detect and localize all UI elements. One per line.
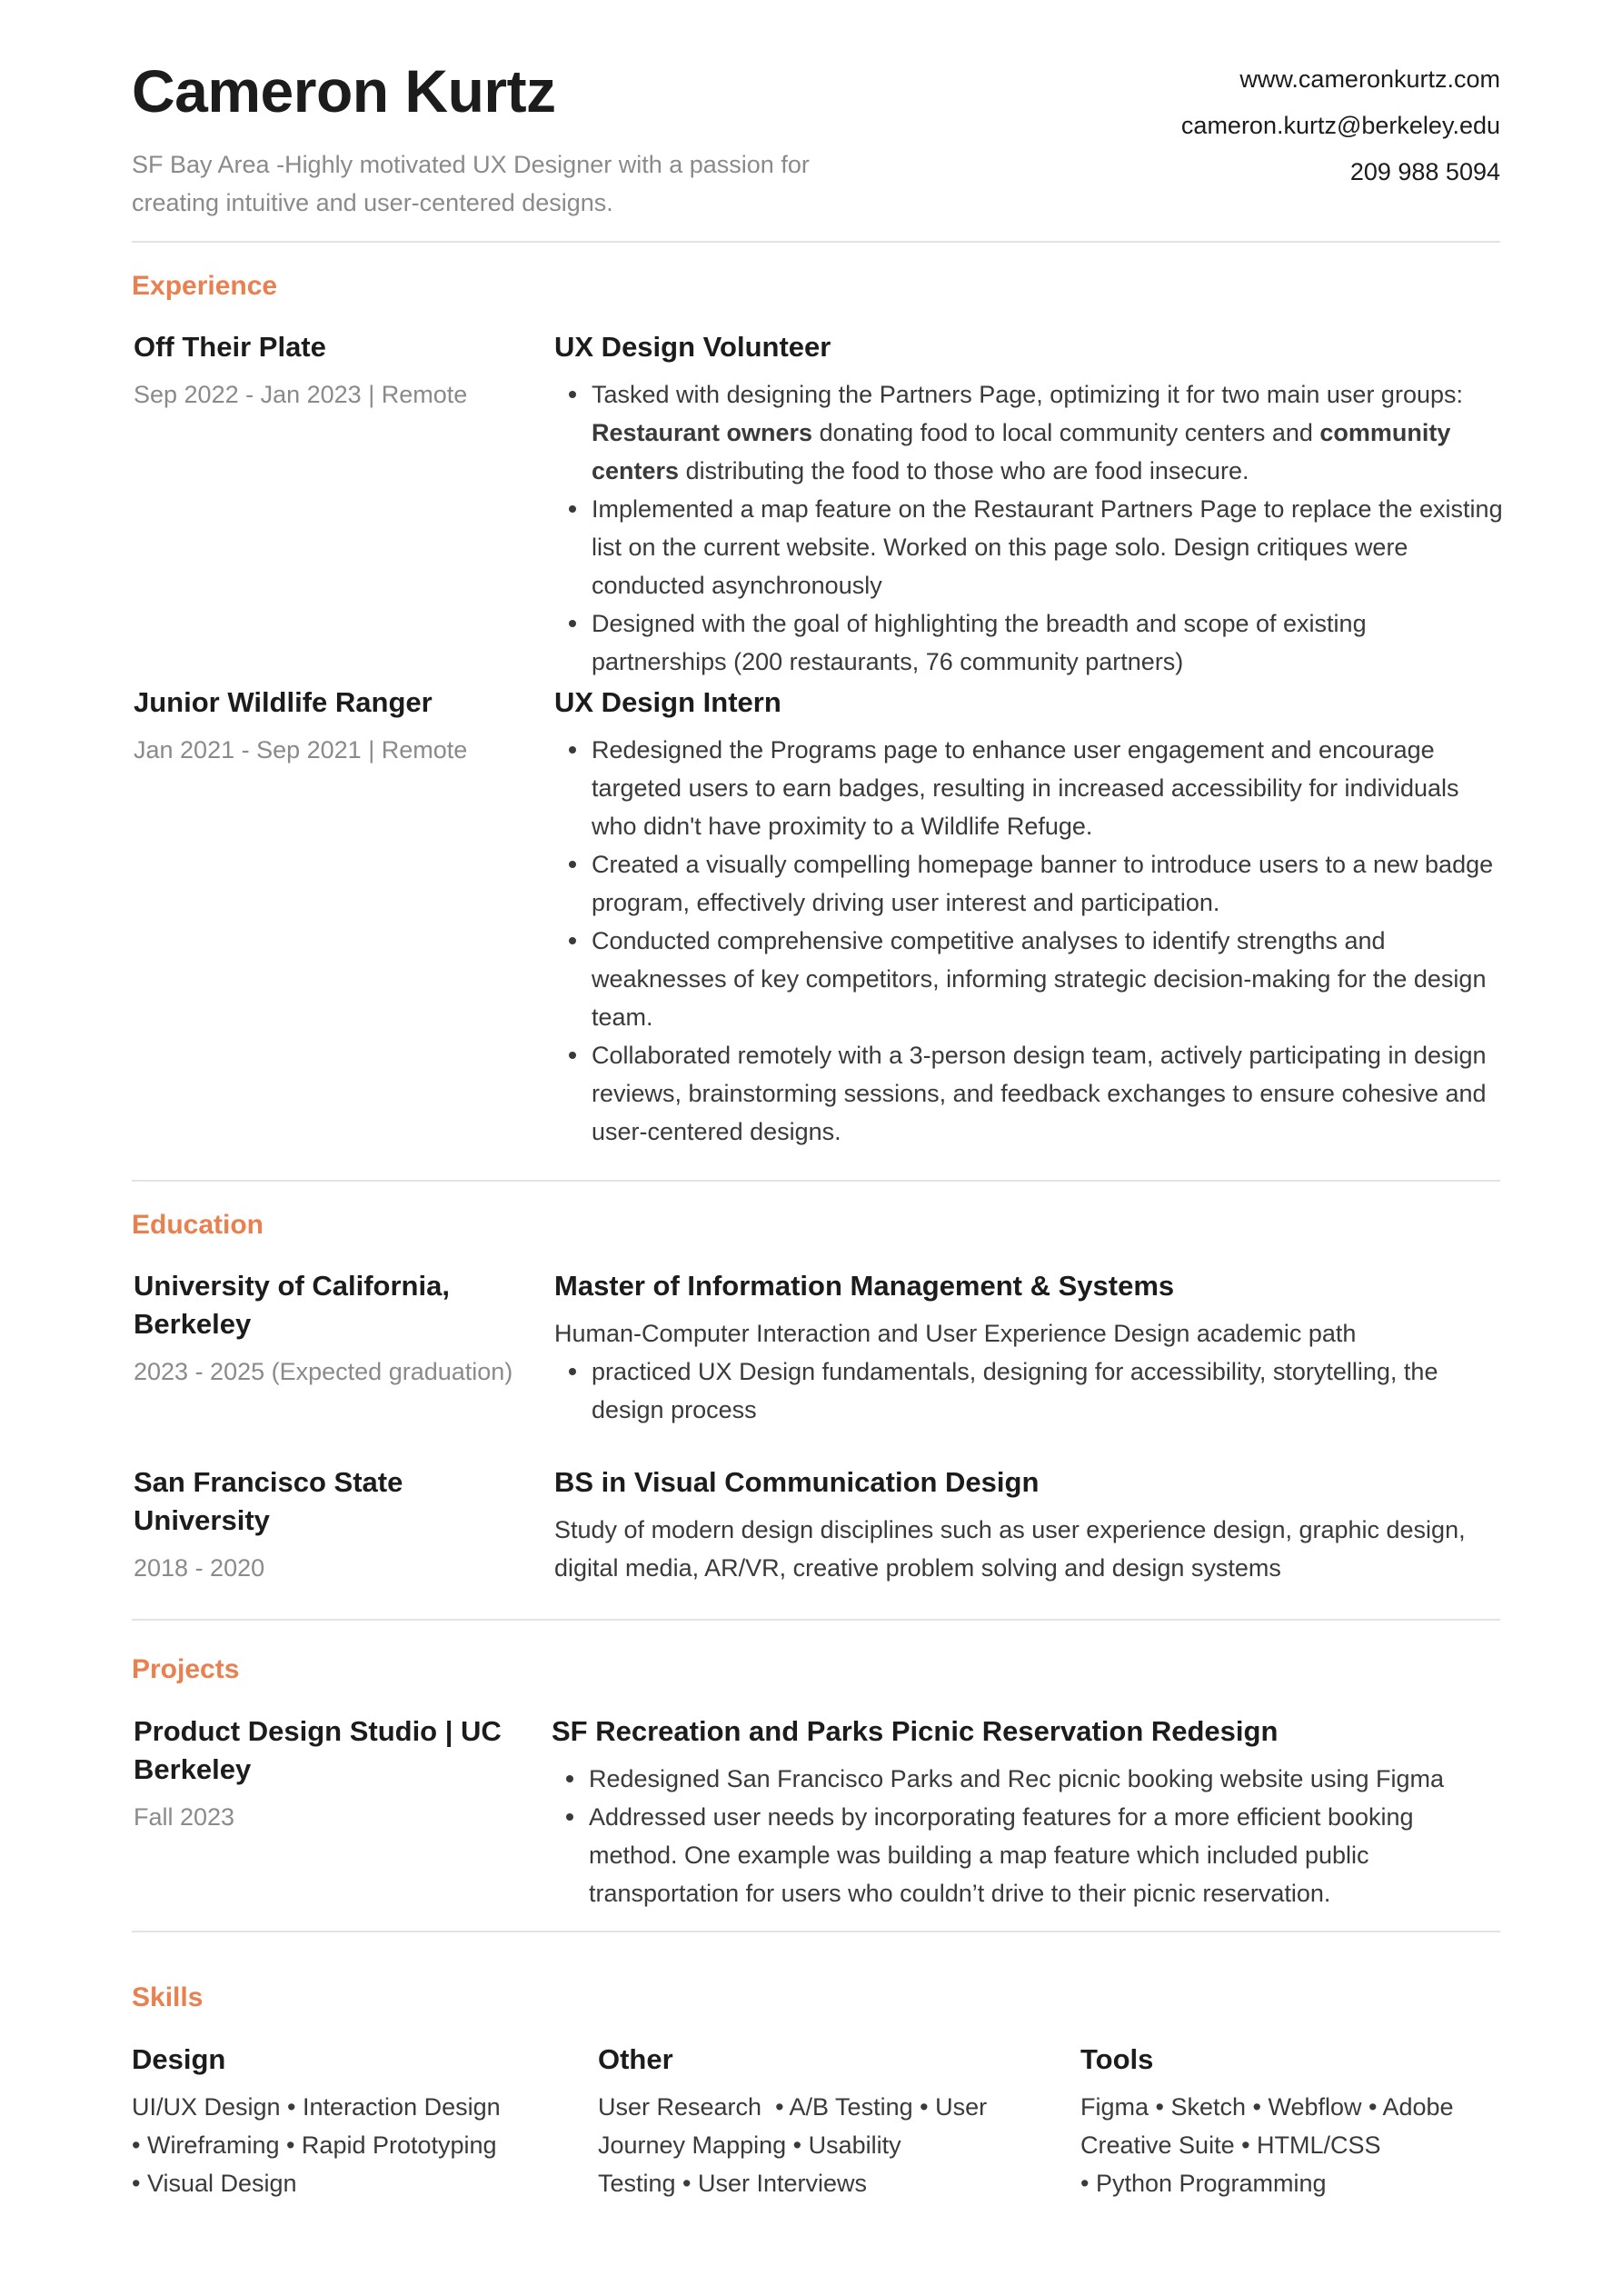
role-title: UX Design Intern [554,686,781,718]
bullet-item: Collaborated remotely with a 3-person design team, actively participating in design reviews, brainstorming sessions, and feedback exchanges to ensure cohesive and user-centered designs. [554,1036,1504,1151]
education-school-block [134,1463,515,1587]
divider [132,1619,1500,1621]
bullet-item: Tasked with designing the Partners Page, optimizing it for two main user groups: Restaurant owners donating food to local community centers and community centers distributing the food to those who are food insecure. [554,375,1504,490]
skill-column-other [598,2041,1043,2202]
bold-term: Restaurant owners [592,419,813,446]
section-title-skills: Skills [132,1982,204,2012]
role-title: UX Design Volunteer [554,331,831,363]
bullet-list [554,1353,1504,1429]
divider [132,1180,1500,1182]
divider [132,241,1500,243]
project-org-block [134,1712,515,1836]
school-name: San Francisco State University [134,1466,403,1536]
bullet-list [552,1760,1501,1912]
skill-line: Creative Suite • HTML/CSS [1080,2131,1381,2159]
project-dates: Fall 2023 [134,1803,235,1831]
bullet-item: Redesigned San Francisco Parks and Rec picnic booking website using Figma [552,1760,1501,1798]
skill-title: Tools [1080,2043,1154,2075]
skill-column-tools [1080,2041,1508,2202]
section-title-projects: Projects [132,1654,240,1684]
org-name: Junior Wildlife Ranger [134,686,433,718]
experience-org-block [134,684,515,769]
skill-line: • Visual Design [132,2170,297,2197]
section-title-experience: Experience [132,271,278,301]
candidate-name: Cameron Kurtz [132,57,556,125]
skill-title: Design [132,2043,226,2075]
org-dates: Jan 2021 - Sep 2021 | Remote [134,736,468,764]
school-name: University of California, Berkeley [134,1270,450,1340]
bullet-item: Conducted comprehensive competitive analyses to identify strengths and weaknesses of key competitors, informing strategic decision-making for the design team. [554,922,1504,1036]
candidate-tagline: SF Bay Area -Highly motivated UX Designer with a passion for creating intuitive and user-centered designs. [132,151,810,216]
skill-column-design [132,2041,559,2202]
experience-details [554,684,1504,1151]
website-link[interactable]: www.cameronkurtz.com [1239,65,1500,93]
skill-line: • Wireframing • Rapid Prototyping [132,2131,497,2159]
bullet-list [554,375,1504,681]
experience-details [554,328,1504,681]
skill-title: Other [598,2043,673,2075]
degree-description: Study of modern design disciplines such as user experience design, graphic design, digital media, AR/VR, creative problem solving and design systems [554,1516,1466,1582]
skill-line: Figma • Sketch • Webflow • Adobe [1080,2093,1454,2121]
bullet-item: Implemented a map feature on the Restaurant Partners Page to replace the existing list on the current website. Worked on this page solo. Design critiques were conducted asynchronously [554,490,1504,604]
bullet-item: Redesigned the Programs page to enhance user engagement and encourage targeted users to earn badges, resulting in increased accessibility for individuals who didn't have proximity to a Wildlife Refuge. [554,731,1504,845]
school-dates: 2018 - 2020 [134,1554,265,1582]
degree-title: BS in Visual Communication Design [554,1466,1040,1498]
experience-org-block [134,328,515,414]
org-dates: Sep 2022 - Jan 2023 | Remote [134,381,468,408]
email-link[interactable]: cameron.kurtz@berkeley.edu [1180,112,1500,139]
org-name: Off Their Plate [134,331,326,363]
education-details [554,1463,1504,1587]
bullet-list [554,731,1504,1151]
resume-page [132,0,1503,2296]
education-details [554,1267,1504,1429]
skill-line: User Research • A/B Testing • User [598,2093,988,2121]
phone-number: 209 988 5094 [1349,158,1500,185]
bullet-item: practiced UX Design fundamentals, designing for accessibility, storytelling, the design process [554,1353,1504,1429]
skill-list [132,2088,559,2202]
skill-line: • Python Programming [1080,2170,1327,2197]
bullet-item: Addressed user needs by incorporating features for a more efficient booking method. One example was building a map feature which included public transportation for users who couldn’t drive to their picnic reservation. [552,1798,1501,1912]
skill-list [598,2088,1043,2202]
contact-info [1181,56,1500,195]
bullet-item: Created a visually compelling homepage banner to introduce users to a new badge program, effectively driving user interest and participation. [554,845,1504,922]
bullet-item: Designed with the goal of highlighting the breadth and scope of existing partnerships (200 restaurants, 76 community partners) [554,604,1504,681]
project-details [552,1712,1501,1912]
school-dates: 2023 - 2025 (Expected graduation) [134,1358,513,1385]
skill-line: UI/UX Design • Interaction Design [132,2093,501,2121]
resume-header [132,55,1500,241]
skill-line: Testing • User Interviews [598,2170,868,2197]
project-title: SF Recreation and Parks Picnic Reservation Redesign [552,1715,1279,1747]
bold-term: community centers [592,419,1451,484]
divider [132,1931,1500,1932]
degree-description: Human-Computer Interaction and User Experience Design academic path [554,1320,1357,1347]
section-title-education: Education [132,1210,264,1240]
project-org: Product Design Studio | UC Berkeley [134,1715,502,1785]
skill-line: Journey Mapping • Usability [598,2131,901,2159]
skill-list [1080,2088,1508,2202]
education-school-block [134,1267,515,1391]
degree-title: Master of Information Management & Systems [554,1270,1175,1302]
